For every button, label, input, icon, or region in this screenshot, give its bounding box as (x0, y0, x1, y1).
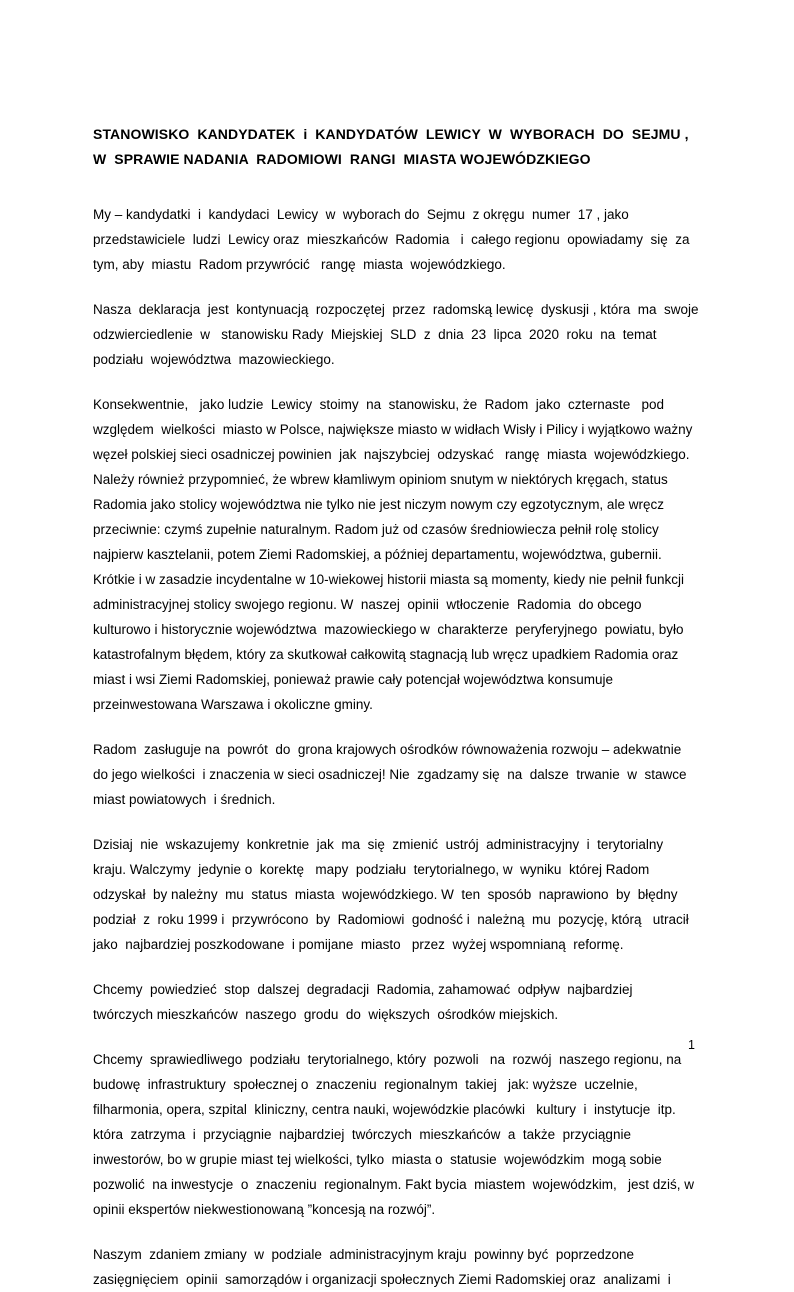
paragraph-1: My – kandydatki i kandydaci Lewicy w wyborach do Sejmu z okręgu numer 17 , jako przedstawiciele ludzi Lewicy oraz mieszkańców Radomia i całego regionu opowiadamy się za tym, aby miastu Radom przywrócić rangę miasta wojewódzkiego. (93, 207, 694, 272)
paragraph-3: Konsekwentnie, jako ludzie Lewicy stoimy na stanowisku, że Radom jako czternaste pod względem wielkości miasto w Polsce, największe miasto w widłach Wisły i Pilicy i wyjątkowo ważny węzeł polskiej sieci osadniczej powinien jak najszybciej odzyskać rangę miasta wojewódzkiego. Należy również przypomnieć, że wbrew kłamliwym opiniom snutym w niektórych kręgach, status Radomia jako stolicy województwa nie tylko nie jest niczym nowym czy egzotycznym, ale wręcz przeciwnie: czymś zupełnie naturalnym. Radom już od czasów średniowiecza pełnił rolę stolicy najpierw kasztelanii, potem Ziemi Radomskiej, a później departamentu, województwa, gubernii. Krótkie i w zasadzie incydentalne w 10-wiekowej historii miasta są momenty, kiedy nie pełnił funkcji administracyjnej stolicy swojego regionu. W naszej opinii wtłoczenie Radomia do obcego kulturowo i historycznie województwa mazowieckiego w charakterze peryferyjnego powiatu, było katastrofalnym błędem, który za skutkował całkowitą stagnacją lub wręcz upadkiem Radomia oraz miast i wsi Ziemi Radomskiej, ponieważ prawie cały potencjał województwa konsumuje przeinwestowana Warszawa i okoliczne gminy. (93, 397, 697, 712)
paragraph-7: Chcemy sprawiedliwego podziału terytorialnego, który pozwoli na rozwój naszego regionu, na budowę infrastruktury społecznej o znaczeniu regionalnym takiej jak: wyższe uczelnie, filharmonia, opera, szpital kliniczny, centra nauki, wojewódzkie placówki kultury i instytucje itp. która zatrzyma i przyciągnie najbardziej twórczych mieszkańców a także przyciągnie inwestorów, bo w grupie miast tej wielkości, tylko miasta o statusie wojewódzkim mogą sobie pozwolić na inwestycje o znaczeniu regionalnym. Fakt bycia miastem wojewódzkim, jest dziś, w opinii ekspertów niekwestionowaną ”koncesją na rozwój”. (93, 1052, 698, 1217)
paragraph-6: Chcemy powiedzieć stop dalszej degradacji Radomia, zahamować odpływ najbardziej twórczych mieszkańców naszego grodu do większych ośrodków miejskich. (93, 982, 641, 1022)
paragraph-4: Radom zasługuje na powrót do grona krajowych ośrodków równoważenia rozwoju – adekwatnie do jego wielkości i znaczenia w sieci osadniczej! Nie zgadzamy się na dalsze trwanie w stawce miast powiatowych i średnich. (93, 742, 695, 807)
page-number: 1 (688, 1038, 695, 1052)
document-body (93, 202, 703, 1292)
paragraph-2: Nasza deklaracja jest kontynuacją rozpoczętej przez radomską lewicę dyskusji , która ma swoje odzwierciedlenie w stanowisku Rady Miejskiej SLD z dnia 23 lipca 2020 roku na temat podziału województwa mazowieckiego. (93, 302, 703, 367)
paragraph-5: Dzisiaj nie wskazujemy konkretnie jak ma się zmienić ustrój administracyjny i terytorialny kraju. Walczymy jedynie o korektę mapy podziału terytorialnego, w wyniku której Radom odzyskał by należny mu status miasta wojewódzkiego. W ten sposób naprawiono by błędny podział z roku 1999 i przywrócono by Radomiowi godność i należną mu pozycję, którą utracił jako najbardziej poszkodowane i pomijane miasto przez wyżej wspomnianą reformę. (93, 837, 693, 952)
document-title: STANOWISKO KANDYDATEK i KANDYDATÓW LEWICY W WYBORACH DO SEJMU , W SPRAWIE NADANIA RADOMIOWI RANGI MIASTA WOJEWÓDZKIEGO (93, 126, 693, 167)
paragraph-8: Naszym zdaniem zmiany w podziale administracyjnym kraju powinny być poprzedzone zasięgnięciem opinii samorządów i organizacji społecznych Ziemi Radomskiej oraz analizami i (93, 1247, 671, 1287)
